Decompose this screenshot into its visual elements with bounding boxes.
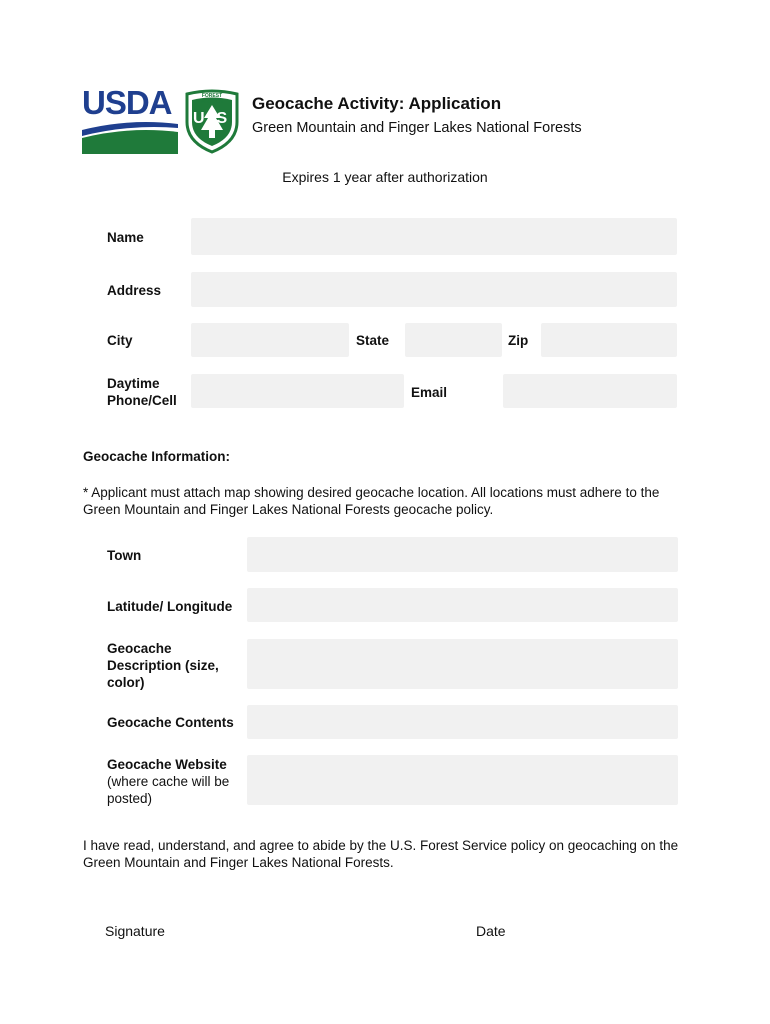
forest-service-shield-letters: US xyxy=(193,110,240,127)
address-field[interactable] xyxy=(191,272,677,307)
latlong-field[interactable] xyxy=(247,588,678,622)
page-title: Geocache Activity: Application xyxy=(252,94,502,113)
agreement-text: I have read, understand, and agree to abide by the U.S. Forest Service policy on geocaching on the Green Mountain and Finger Lakes National Forests. xyxy=(83,838,679,870)
latlong-label: Latitude/ Longitude xyxy=(107,599,233,614)
phone-label-line2: Phone/Cell xyxy=(107,393,177,408)
website-label xyxy=(107,756,229,807)
expiration-note: Expires 1 year after authorization xyxy=(282,169,488,185)
zip-label: Zip xyxy=(508,333,529,348)
usda-logo-text: USDA xyxy=(82,84,172,121)
email-label: Email xyxy=(411,385,448,400)
city-label: City xyxy=(107,333,133,348)
phone-label xyxy=(107,375,177,409)
usda-logo-swoosh-icon xyxy=(82,116,178,156)
state-label: State xyxy=(356,333,390,348)
zip-field[interactable] xyxy=(541,323,677,357)
description-label-line3: color) xyxy=(107,675,145,690)
description-label xyxy=(107,640,219,691)
usda-logo xyxy=(82,86,178,156)
address-label: Address xyxy=(107,283,162,298)
name-label: Name xyxy=(107,230,144,245)
phone-field[interactable] xyxy=(191,374,404,408)
city-field[interactable] xyxy=(191,323,349,357)
email-field[interactable] xyxy=(503,374,677,408)
geocache-info-heading: Geocache Information: xyxy=(83,449,231,464)
town-field[interactable] xyxy=(247,537,678,572)
date-label: Date xyxy=(476,923,506,939)
geocache-map-note: * Applicant must attach map showing desired geocache location. All locations must adhere to the Green Mountain and Finger Lakes National Forests geocache policy. xyxy=(83,485,660,517)
forest-service-shield xyxy=(183,88,241,154)
description-field[interactable] xyxy=(247,639,678,689)
description-label-line2: Description (size, xyxy=(107,658,219,673)
description-label-line1: Geocache xyxy=(107,641,172,656)
name-field[interactable] xyxy=(191,218,677,255)
page-subtitle: Green Mountain and Finger Lakes National Forests xyxy=(252,120,582,136)
forest-service-shield-top-text: FOREST SERVICE xyxy=(201,93,223,105)
contents-field[interactable] xyxy=(247,705,678,739)
contents-label: Geocache Contents xyxy=(107,715,234,730)
town-label: Town xyxy=(107,548,142,563)
phone-label-line1: Daytime xyxy=(107,376,160,391)
website-label-line1: Geocache Website xyxy=(107,757,227,772)
state-field[interactable] xyxy=(405,323,502,357)
website-sub-line1: (where cache will be xyxy=(107,774,230,789)
website-field[interactable] xyxy=(247,755,678,805)
website-sub-line2: posted) xyxy=(107,791,153,806)
signature-label: Signature xyxy=(105,923,165,939)
